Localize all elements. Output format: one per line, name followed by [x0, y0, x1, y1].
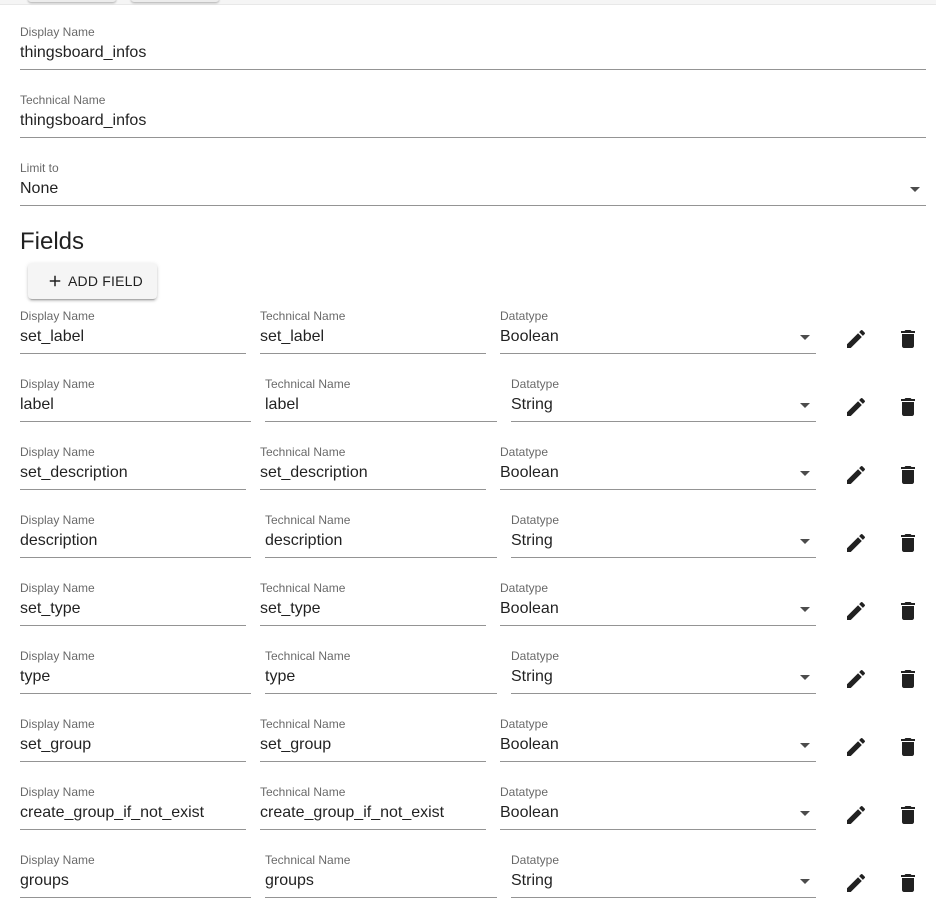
pencil-icon[interactable]	[844, 395, 868, 419]
trash-icon[interactable]	[896, 803, 920, 827]
field-display-name-input-label: Display Name	[20, 649, 95, 663]
trash-icon[interactable]	[896, 463, 920, 487]
field-datatype-select-value: Boolean	[500, 600, 559, 617]
add-field-button[interactable]	[28, 263, 157, 299]
field-technical-name-input-label: Technical Name	[260, 309, 346, 323]
field-display-name-input[interactable]	[20, 649, 251, 694]
field-datatype-select-value: String	[511, 872, 553, 889]
field-display-name-input-label: Display Name	[20, 717, 95, 731]
field-display-name-input-value[interactable]: set_type	[20, 600, 81, 617]
field-display-name-input-value[interactable]: set_label	[20, 328, 85, 345]
field-datatype-select[interactable]	[511, 649, 816, 694]
field-display-name-input-label: Display Name	[20, 581, 95, 595]
display-name-value[interactable]: thingsboard_infos	[20, 44, 147, 61]
field-datatype-select-label: Datatype	[500, 445, 549, 459]
field-technical-name-input[interactable]	[265, 513, 497, 558]
field-display-name-input-value[interactable]: groups	[20, 872, 69, 889]
pencil-icon[interactable]	[844, 871, 868, 895]
field-datatype-select-value: Boolean	[500, 736, 559, 753]
field-datatype-select-value: Boolean	[500, 464, 559, 481]
field-technical-name-input[interactable]	[265, 649, 497, 694]
field-datatype-select-label: Datatype	[500, 785, 549, 799]
trash-icon[interactable]	[896, 327, 920, 351]
fields-heading: Fields	[20, 228, 85, 255]
caret-down-icon	[800, 675, 810, 680]
field-technical-name-input-label: Technical Name	[260, 445, 346, 459]
field-display-name-input-value[interactable]: label	[20, 396, 54, 413]
field-datatype-select-value: String	[511, 668, 553, 685]
field-datatype-select[interactable]	[500, 309, 816, 354]
field-display-name-input-value[interactable]: description	[20, 532, 98, 549]
field-display-name-input[interactable]	[20, 445, 246, 490]
field-datatype-select[interactable]	[500, 717, 816, 762]
field-technical-name-input-value[interactable]: create_group_if_not_exist	[260, 804, 445, 821]
trash-icon[interactable]	[896, 531, 920, 555]
field-display-name-input[interactable]	[20, 853, 251, 898]
pencil-icon[interactable]	[844, 463, 868, 487]
field-technical-name-input[interactable]	[260, 309, 486, 354]
pencil-icon[interactable]	[844, 735, 868, 759]
limit-to-select[interactable]	[20, 161, 926, 206]
technical-name-label: Technical Name	[20, 93, 106, 107]
field-datatype-select-value: Boolean	[500, 804, 559, 821]
pencil-icon[interactable]	[844, 327, 868, 351]
field-technical-name-input[interactable]	[260, 717, 486, 762]
field-display-name-input-label: Display Name	[20, 785, 95, 799]
pencil-icon[interactable]	[844, 531, 868, 555]
field-technical-name-input-label: Technical Name	[260, 785, 346, 799]
field-technical-name-input-value[interactable]: label	[265, 396, 299, 413]
field-display-name-input-label: Display Name	[20, 377, 95, 391]
pencil-icon[interactable]	[844, 599, 868, 623]
field-technical-name-input[interactable]	[265, 853, 497, 898]
caret-down-icon	[800, 743, 810, 748]
trash-icon[interactable]	[896, 735, 920, 759]
field-technical-name-input-label: Technical Name	[260, 717, 346, 731]
field-display-name-input-label: Display Name	[20, 513, 95, 527]
caret-down-icon	[800, 811, 810, 816]
trash-icon[interactable]	[896, 667, 920, 691]
field-technical-name-input-label: Technical Name	[265, 377, 351, 391]
trash-icon[interactable]	[896, 871, 920, 895]
field-datatype-select-label: Datatype	[500, 309, 549, 323]
pencil-icon[interactable]	[844, 667, 868, 691]
field-display-name-input[interactable]	[20, 309, 246, 354]
caret-down-icon	[800, 607, 810, 612]
plus-icon	[46, 272, 64, 290]
field-display-name-input[interactable]	[20, 513, 251, 558]
field-display-name-input-value[interactable]: set_description	[20, 464, 128, 481]
caret-down-icon	[910, 187, 920, 192]
field-display-name-input[interactable]	[20, 785, 246, 830]
field-display-name-input-value[interactable]: set_group	[20, 736, 92, 753]
field-technical-name-input[interactable]	[260, 785, 486, 830]
technical-name-field[interactable]	[20, 93, 926, 138]
field-datatype-select[interactable]	[500, 445, 816, 490]
field-technical-name-input-label: Technical Name	[260, 581, 346, 595]
field-display-name-input[interactable]	[20, 717, 246, 762]
caret-down-icon	[800, 471, 810, 476]
pencil-icon[interactable]	[844, 803, 868, 827]
limit-to-value: None	[20, 180, 59, 197]
field-display-name-input-value[interactable]: type	[20, 668, 51, 685]
field-technical-name-input-label: Technical Name	[265, 853, 351, 867]
field-technical-name-input[interactable]	[265, 377, 497, 422]
field-datatype-select[interactable]	[500, 581, 816, 626]
technical-name-value[interactable]: thingsboard_infos	[20, 112, 147, 129]
field-display-name-input-label: Display Name	[20, 309, 95, 323]
field-technical-name-input-value[interactable]: description	[265, 532, 343, 549]
trash-icon[interactable]	[896, 599, 920, 623]
field-datatype-select[interactable]	[511, 377, 816, 422]
field-display-name-input-label: Display Name	[20, 445, 95, 459]
field-datatype-select-label: Datatype	[511, 513, 560, 527]
field-technical-name-input-label: Technical Name	[265, 513, 351, 527]
caret-down-icon	[800, 879, 810, 884]
toolbar-strip	[0, 0, 936, 5]
field-datatype-select-value: String	[511, 532, 553, 549]
field-technical-name-input[interactable]	[260, 445, 486, 490]
caret-down-icon	[800, 539, 810, 544]
field-datatype-select-value: Boolean	[500, 328, 559, 345]
field-technical-name-input[interactable]	[260, 581, 486, 626]
field-technical-name-input-value[interactable]: set_label	[260, 328, 325, 345]
field-datatype-select-label: Datatype	[500, 581, 549, 595]
field-display-name-input[interactable]	[20, 581, 246, 626]
field-display-name-input-value[interactable]: create_group_if_not_exist	[20, 804, 205, 821]
field-technical-name-input-value[interactable]: type	[265, 668, 296, 685]
trash-icon[interactable]	[896, 395, 920, 419]
field-datatype-select-value: String	[511, 396, 553, 413]
caret-down-icon	[800, 403, 810, 408]
field-technical-name-input-value[interactable]: set_type	[260, 600, 321, 617]
add-field-label: ADD FIELD	[68, 273, 143, 289]
display-name-field[interactable]	[20, 25, 926, 70]
field-datatype-select[interactable]	[511, 513, 816, 558]
field-datatype-select-label: Datatype	[511, 377, 560, 391]
toolbar-button-partial[interactable]	[28, 0, 116, 2]
field-display-name-input[interactable]	[20, 377, 251, 422]
field-datatype-select[interactable]	[511, 853, 816, 898]
field-datatype-select[interactable]	[500, 785, 816, 830]
field-technical-name-input-value[interactable]: set_description	[260, 464, 368, 481]
field-display-name-input-label: Display Name	[20, 853, 95, 867]
toolbar-button-partial[interactable]	[131, 0, 219, 2]
field-datatype-select-label: Datatype	[500, 717, 549, 731]
field-technical-name-input-value[interactable]: groups	[265, 872, 314, 889]
field-datatype-select-label: Datatype	[511, 853, 560, 867]
field-datatype-select-label: Datatype	[511, 649, 560, 663]
caret-down-icon	[800, 335, 810, 340]
limit-to-label: Limit to	[20, 161, 59, 175]
field-technical-name-input-label: Technical Name	[265, 649, 351, 663]
field-technical-name-input-value[interactable]: set_group	[260, 736, 332, 753]
display-name-label: Display Name	[20, 25, 95, 39]
